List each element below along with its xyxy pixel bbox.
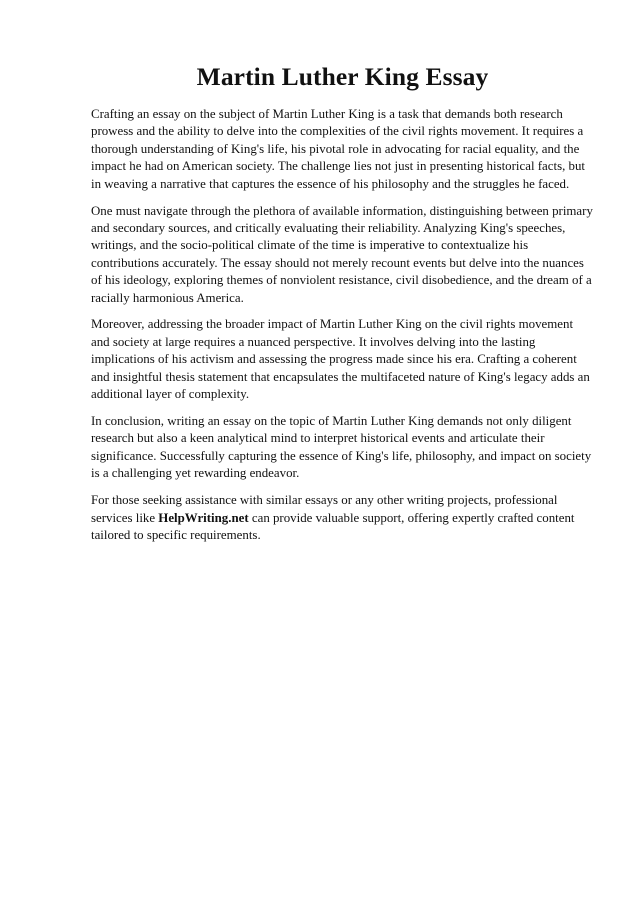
paragraph-1: Crafting an essay on the subject of Martin Luther King is a task that demands both research prowess and the ability to delve into the complexities of the civil rights movement. It requires a thorough understanding of King's life, his pivotal role in advocating for racial equality, and the impact he had on American society. The challenge lies not just in presenting historical facts, but in weaving a narrative that captures the essence of his philosophy and the struggles he faced. xyxy=(91,107,586,191)
document-title: Martin Luther King Essay xyxy=(196,62,489,91)
closing-text-after: can provide valuable support, offering expertly crafted content tailored to specific requirements. xyxy=(91,510,575,542)
brand-name: HelpWriting.net xyxy=(158,510,249,525)
paragraph-2: One must navigate through the plethora of available information, distinguishing between primary and secondary sources, and critically evaluating their reliability. Analyzing King's speeches, writings, and the socio-political climate of the time is imperative to contextualize his contributions accurately. The essay should not merely recount events but delve into the nuances of his ideology, exploring themes of nonviolent resistance, civil disobedience, and the dream of a racially harmonious America. xyxy=(91,203,593,305)
document-page xyxy=(91,62,594,554)
paragraph-4: In conclusion, writing an essay on the topic of Martin Luther King demands not only diligent research but also a keen analytical mind to interpret historical events and articulate their significance. Successfully capturing the essence of King's life, philosophy, and impact on society is a challenging yet rewarding endeavor. xyxy=(91,414,592,481)
closing-text-before: For those seeking assistance with similar essays or any other writing projects, professional services like xyxy=(91,493,558,525)
closing-paragraph xyxy=(91,492,594,544)
paragraph-3: Moreover, addressing the broader impact of Martin Luther King on the civil rights movement and society at large requires a nuanced perspective. It involves delving into the lasting implications of his activism and assessing the progress made since his era. Crafting a coherent and insightful thesis statement that encapsulates the multifaceted nature of King's legacy adds an additional layer of complexity. xyxy=(91,317,590,402)
